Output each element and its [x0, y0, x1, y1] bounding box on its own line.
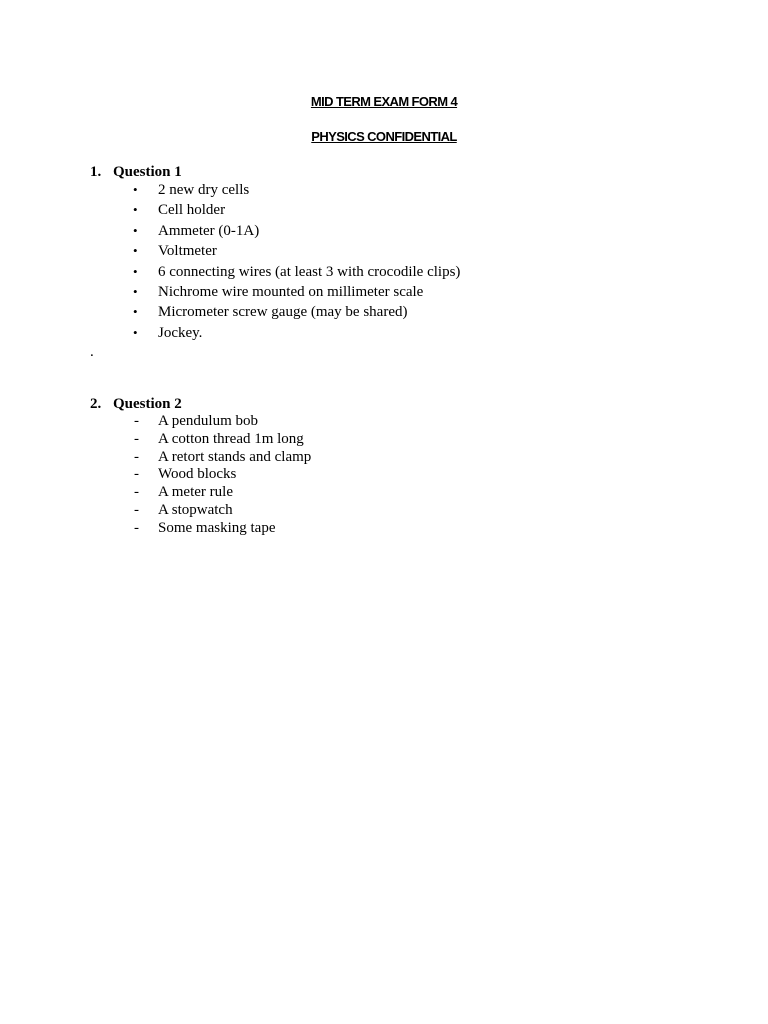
list-item: • Micrometer screw gauge (may be shared) — [133, 304, 408, 321]
bullet-icon: • — [133, 283, 138, 299]
list-item: • 2 new dry cells — [133, 182, 250, 198]
question-2-number: 2. — [90, 396, 102, 412]
bullet-icon: • — [133, 304, 138, 320]
dash-icon: - — [134, 484, 139, 501]
question-2-heading — [90, 395, 182, 413]
list-item: - A stopwatch — [134, 501, 233, 518]
bullet-icon: • — [133, 243, 138, 259]
dash-icon: - — [134, 413, 139, 429]
question-1-apparatus-list — [0, 180, 460, 343]
document-subtitle: PHYSICS CONFIDENTIAL — [311, 129, 457, 144]
list-item: • Nichrome wire mounted on millimeter scale — [133, 283, 424, 300]
list-item: - A cotton thread 1m long — [134, 430, 304, 447]
question-1-number: 1. — [90, 164, 102, 180]
list-item: - A meter rule — [134, 484, 233, 501]
list-item: • 6 connecting wires (at least 3 with crocodile clips) — [133, 263, 461, 280]
question-1-title: Question 1 — [113, 164, 182, 180]
dash-icon: - — [134, 519, 139, 536]
list-item: - A pendulum bob — [134, 413, 258, 429]
document-title: MID TERM EXAM FORM 4 — [310, 94, 458, 109]
dash-icon: - — [134, 430, 139, 447]
list-item: - Wood blocks — [134, 466, 237, 483]
dash-icon: - — [134, 466, 139, 483]
bullet-icon: • — [133, 202, 138, 218]
question-2-title: Question 2 — [113, 396, 182, 412]
list-item: - Some masking tape — [134, 519, 276, 536]
list-item: • Ammeter (0-1A) — [133, 222, 260, 239]
list-item: • Jockey. — [133, 324, 203, 341]
bullet-icon: • — [133, 263, 138, 279]
bullet-icon: • — [133, 222, 138, 238]
list-item: • Cell holder — [133, 202, 226, 219]
bullet-icon: • — [133, 182, 138, 197]
list-item: • Voltmeter — [133, 243, 217, 260]
stray-period: . — [90, 344, 94, 360]
dash-icon: - — [134, 448, 139, 465]
question-2-apparatus-list — [0, 413, 311, 538]
list-item: - A retort stands and clamp — [134, 448, 312, 465]
dash-icon: - — [134, 501, 139, 518]
bullet-icon: • — [133, 324, 138, 340]
question-1-heading — [90, 163, 182, 181]
